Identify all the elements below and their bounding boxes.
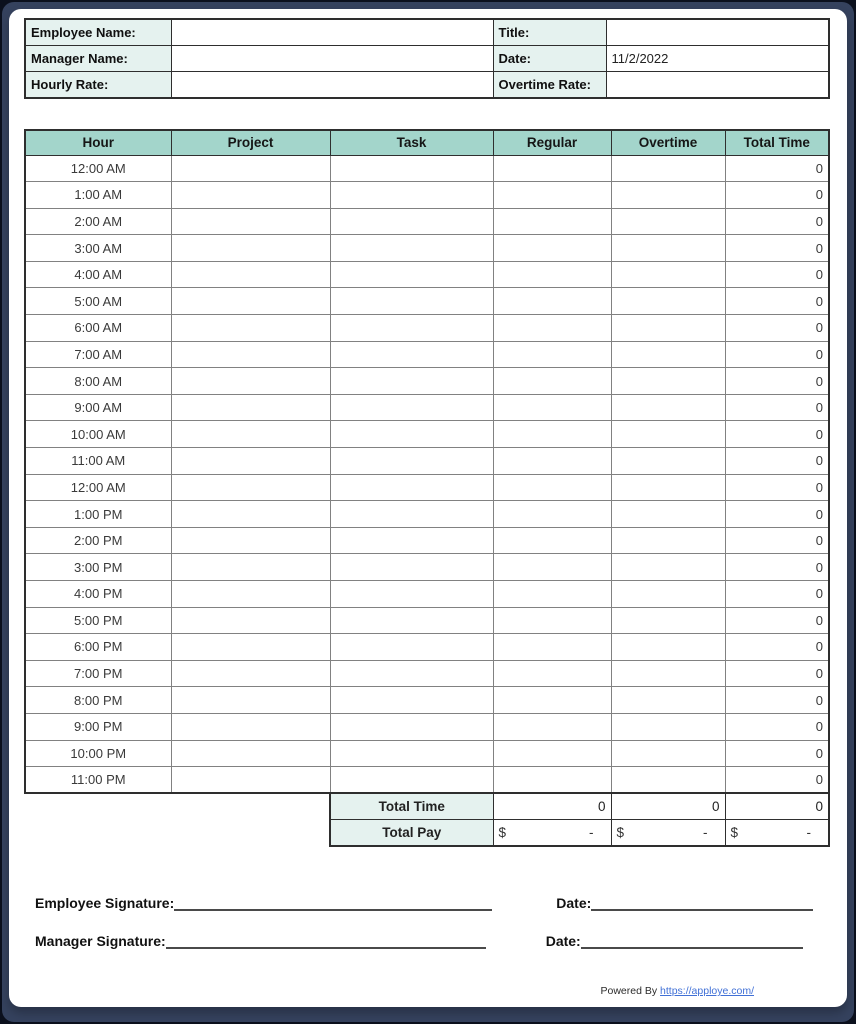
employee-date-line[interactable] — [591, 893, 813, 911]
table-row — [25, 448, 829, 475]
hourly-rate-field[interactable] — [171, 72, 493, 98]
hour-cell: 12:00 AM — [25, 155, 171, 182]
total-time-grand: 0 — [725, 793, 829, 820]
currency-symbol: $ — [730, 825, 739, 840]
project-cell[interactable] — [171, 501, 330, 528]
footer — [600, 985, 754, 997]
window-frame — [2, 2, 854, 1022]
date-field[interactable]: 11/2/2022 — [606, 45, 829, 71]
hour-cell: 9:00 PM — [25, 713, 171, 740]
regular-cell[interactable] — [493, 341, 611, 368]
table-row — [25, 235, 829, 262]
task-cell[interactable] — [330, 394, 493, 421]
task-cell[interactable] — [330, 368, 493, 395]
hour-cell: 2:00 PM — [25, 527, 171, 554]
project-cell[interactable] — [171, 448, 330, 475]
table-row — [25, 261, 829, 288]
manager-signature-label: Manager Signature: — [35, 933, 166, 949]
table-row — [25, 421, 829, 448]
task-cell[interactable] — [330, 155, 493, 182]
project-cell[interactable] — [171, 394, 330, 421]
task-cell[interactable] — [330, 288, 493, 315]
overtime-cell[interactable] — [611, 607, 725, 634]
timesheet-header-row — [25, 130, 829, 155]
hour-cell: 10:00 AM — [25, 421, 171, 448]
project-cell[interactable] — [171, 235, 330, 262]
total-pay-grand — [725, 820, 829, 847]
title-field[interactable] — [606, 19, 829, 45]
project-cell[interactable] — [171, 341, 330, 368]
total-time-cell: 0 — [725, 368, 829, 395]
hourly-rate-label: Hourly Rate: — [25, 72, 171, 98]
project-cell[interactable] — [171, 607, 330, 634]
regular-cell[interactable] — [493, 501, 611, 528]
regular-cell[interactable] — [493, 767, 611, 794]
task-cell[interactable] — [330, 474, 493, 501]
hour-cell: 11:00 AM — [25, 448, 171, 475]
regular-cell[interactable] — [493, 421, 611, 448]
total-time-cell: 0 — [725, 315, 829, 342]
regular-cell[interactable] — [493, 368, 611, 395]
regular-cell[interactable] — [493, 713, 611, 740]
total-time-regular: 0 — [493, 793, 611, 820]
project-cell[interactable] — [171, 660, 330, 687]
total-pay-row — [330, 820, 829, 847]
total-pay-regular — [493, 820, 611, 847]
hour-cell: 7:00 PM — [25, 660, 171, 687]
overtime-column-header: Overtime — [611, 130, 725, 155]
info-row-1 — [25, 19, 829, 45]
total-pay-label: Total Pay — [330, 820, 493, 847]
task-cell[interactable] — [330, 713, 493, 740]
manager-signature-row — [35, 925, 831, 949]
total-time-cell: 0 — [725, 235, 829, 262]
overtime-cell[interactable] — [611, 448, 725, 475]
overtime-cell[interactable] — [611, 235, 725, 262]
task-cell[interactable] — [330, 607, 493, 634]
task-column-header: Task — [330, 130, 493, 155]
employee-name-field[interactable] — [171, 19, 493, 45]
hour-cell: 7:00 AM — [25, 341, 171, 368]
employee-name-label: Employee Name: — [25, 19, 171, 45]
regular-cell[interactable] — [493, 687, 611, 714]
regular-cell[interactable] — [493, 182, 611, 209]
regular-cell[interactable] — [493, 288, 611, 315]
project-cell[interactable] — [171, 527, 330, 554]
task-cell[interactable] — [330, 182, 493, 209]
task-cell[interactable] — [330, 767, 493, 794]
table-row — [25, 394, 829, 421]
total-time-cell: 0 — [725, 155, 829, 182]
total-time-cell: 0 — [725, 740, 829, 767]
task-cell[interactable] — [330, 448, 493, 475]
date-label: Date: — [493, 45, 606, 71]
table-row — [25, 527, 829, 554]
hour-cell: 11:00 PM — [25, 767, 171, 794]
info-row-2 — [25, 45, 829, 71]
employee-info-table — [24, 18, 830, 99]
task-cell[interactable] — [330, 261, 493, 288]
overtime-cell[interactable] — [611, 660, 725, 687]
project-cell[interactable] — [171, 421, 330, 448]
regular-cell[interactable] — [493, 394, 611, 421]
total-time-cell: 0 — [725, 394, 829, 421]
hour-cell: 4:00 PM — [25, 581, 171, 608]
pay-amount: - — [703, 825, 708, 840]
project-cell[interactable] — [171, 208, 330, 235]
signature-section — [35, 887, 831, 963]
overtime-cell[interactable] — [611, 713, 725, 740]
regular-cell[interactable] — [493, 235, 611, 262]
total-time-column-header: Total Time — [725, 130, 829, 155]
hour-cell: 8:00 PM — [25, 687, 171, 714]
currency-symbol: $ — [616, 825, 625, 840]
total-time-cell: 0 — [725, 261, 829, 288]
hour-cell: 9:00 AM — [25, 394, 171, 421]
total-time-cell: 0 — [725, 607, 829, 634]
task-cell[interactable] — [330, 501, 493, 528]
overtime-cell[interactable] — [611, 155, 725, 182]
total-time-cell: 0 — [725, 660, 829, 687]
total-time-cell: 0 — [725, 554, 829, 581]
title-label: Title: — [493, 19, 606, 45]
project-cell[interactable] — [171, 687, 330, 714]
table-row — [25, 474, 829, 501]
total-time-cell: 0 — [725, 448, 829, 475]
regular-column-header: Regular — [493, 130, 611, 155]
regular-cell[interactable] — [493, 581, 611, 608]
overtime-cell[interactable] — [611, 581, 725, 608]
task-cell[interactable] — [330, 341, 493, 368]
overtime-cell[interactable] — [611, 554, 725, 581]
regular-cell[interactable] — [493, 474, 611, 501]
employee-signature-row — [35, 887, 831, 911]
hour-cell: 2:00 AM — [25, 208, 171, 235]
table-row — [25, 368, 829, 395]
hour-cell: 8:00 AM — [25, 368, 171, 395]
totals-table — [329, 792, 830, 847]
overtime-cell[interactable] — [611, 474, 725, 501]
project-cell[interactable] — [171, 581, 330, 608]
hour-column-header: Hour — [25, 130, 171, 155]
table-row — [25, 607, 829, 634]
hour-cell: 3:00 AM — [25, 235, 171, 262]
project-cell[interactable] — [171, 155, 330, 182]
total-time-cell: 0 — [725, 341, 829, 368]
overtime-cell[interactable] — [611, 315, 725, 342]
hour-cell: 3:00 PM — [25, 554, 171, 581]
task-cell[interactable] — [330, 554, 493, 581]
total-time-cell: 0 — [725, 421, 829, 448]
overtime-cell[interactable] — [611, 261, 725, 288]
overtime-cell[interactable] — [611, 341, 725, 368]
table-row — [25, 208, 829, 235]
total-time-cell: 0 — [725, 687, 829, 714]
info-row-3 — [25, 72, 829, 98]
total-time-cell: 0 — [725, 767, 829, 794]
total-time-cell: 0 — [725, 713, 829, 740]
table-row — [25, 288, 829, 315]
regular-cell[interactable] — [493, 634, 611, 661]
table-row — [25, 634, 829, 661]
hour-cell: 6:00 PM — [25, 634, 171, 661]
total-time-label: Total Time — [330, 793, 493, 820]
total-time-cell: 0 — [725, 527, 829, 554]
total-time-row — [330, 793, 829, 820]
overtime-cell[interactable] — [611, 634, 725, 661]
hour-cell: 5:00 PM — [25, 607, 171, 634]
manager-date-line[interactable] — [581, 931, 803, 949]
hour-cell: 4:00 AM — [25, 261, 171, 288]
overtime-cell[interactable] — [611, 687, 725, 714]
task-cell[interactable] — [330, 421, 493, 448]
currency-symbol: $ — [498, 825, 507, 840]
employee-signature-label: Employee Signature: — [35, 895, 175, 911]
total-time-cell: 0 — [725, 182, 829, 209]
table-row — [25, 155, 829, 182]
hour-cell: 6:00 AM — [25, 315, 171, 342]
total-time-cell: 0 — [725, 501, 829, 528]
regular-cell[interactable] — [493, 554, 611, 581]
task-cell[interactable] — [330, 315, 493, 342]
powered-by-text: Powered By — [600, 985, 658, 997]
pay-amount: - — [806, 825, 811, 840]
regular-cell[interactable] — [493, 315, 611, 342]
employee-signature-line[interactable] — [174, 893, 492, 911]
table-row — [25, 660, 829, 687]
total-pay-overtime — [611, 820, 725, 847]
total-time-overtime: 0 — [611, 793, 725, 820]
task-cell[interactable] — [330, 660, 493, 687]
hour-cell: 12:00 AM — [25, 474, 171, 501]
total-time-cell: 0 — [725, 208, 829, 235]
table-row — [25, 182, 829, 209]
task-cell[interactable] — [330, 634, 493, 661]
task-cell[interactable] — [330, 235, 493, 262]
project-cell[interactable] — [171, 767, 330, 794]
hour-cell: 1:00 PM — [25, 501, 171, 528]
total-time-cell: 0 — [725, 288, 829, 315]
task-cell[interactable] — [330, 740, 493, 767]
overtime-rate-field[interactable] — [606, 72, 829, 98]
manager-date-label: Date: — [545, 933, 581, 949]
overtime-cell[interactable] — [611, 767, 725, 794]
task-cell[interactable] — [330, 581, 493, 608]
project-cell[interactable] — [171, 740, 330, 767]
pay-amount: - — [589, 825, 594, 840]
regular-cell[interactable] — [493, 208, 611, 235]
table-row — [25, 501, 829, 528]
manager-name-label: Manager Name: — [25, 45, 171, 71]
project-cell[interactable] — [171, 713, 330, 740]
hour-cell: 5:00 AM — [25, 288, 171, 315]
task-cell[interactable] — [330, 208, 493, 235]
project-cell[interactable] — [171, 474, 330, 501]
total-time-cell: 0 — [725, 581, 829, 608]
table-row — [25, 554, 829, 581]
overtime-cell[interactable] — [611, 208, 725, 235]
manager-signature-line[interactable] — [166, 931, 486, 949]
project-cell[interactable] — [171, 634, 330, 661]
overtime-cell[interactable] — [611, 527, 725, 554]
overtime-cell[interactable] — [611, 421, 725, 448]
task-cell[interactable] — [330, 527, 493, 554]
hourly-timesheet-table — [24, 129, 830, 794]
project-cell[interactable] — [171, 315, 330, 342]
manager-name-field[interactable] — [171, 45, 493, 71]
hour-cell: 1:00 AM — [25, 182, 171, 209]
apploye-link[interactable]: https://apploye.com/ — [660, 985, 754, 997]
overtime-cell[interactable] — [611, 288, 725, 315]
regular-cell[interactable] — [493, 740, 611, 767]
overtime-cell[interactable] — [611, 182, 725, 209]
regular-cell[interactable] — [493, 607, 611, 634]
regular-cell[interactable] — [493, 660, 611, 687]
project-cell[interactable] — [171, 182, 330, 209]
overtime-cell[interactable] — [611, 394, 725, 421]
regular-cell[interactable] — [493, 448, 611, 475]
table-row — [25, 767, 829, 794]
regular-cell[interactable] — [493, 155, 611, 182]
task-cell[interactable] — [330, 687, 493, 714]
project-cell[interactable] — [171, 368, 330, 395]
timesheet-document-page — [9, 9, 847, 1007]
table-row — [25, 713, 829, 740]
project-cell[interactable] — [171, 554, 330, 581]
overtime-cell[interactable] — [611, 368, 725, 395]
overtime-rate-label: Overtime Rate: — [493, 72, 606, 98]
overtime-cell[interactable] — [611, 501, 725, 528]
regular-cell[interactable] — [493, 527, 611, 554]
employee-date-label: Date: — [556, 895, 592, 911]
overtime-cell[interactable] — [611, 740, 725, 767]
project-column-header: Project — [171, 130, 330, 155]
table-row — [25, 315, 829, 342]
table-row — [25, 687, 829, 714]
total-time-cell: 0 — [725, 474, 829, 501]
table-row — [25, 341, 829, 368]
table-row — [25, 581, 829, 608]
hour-cell: 10:00 PM — [25, 740, 171, 767]
regular-cell[interactable] — [493, 261, 611, 288]
project-cell[interactable] — [171, 261, 330, 288]
project-cell[interactable] — [171, 288, 330, 315]
total-time-cell: 0 — [725, 634, 829, 661]
table-row — [25, 740, 829, 767]
